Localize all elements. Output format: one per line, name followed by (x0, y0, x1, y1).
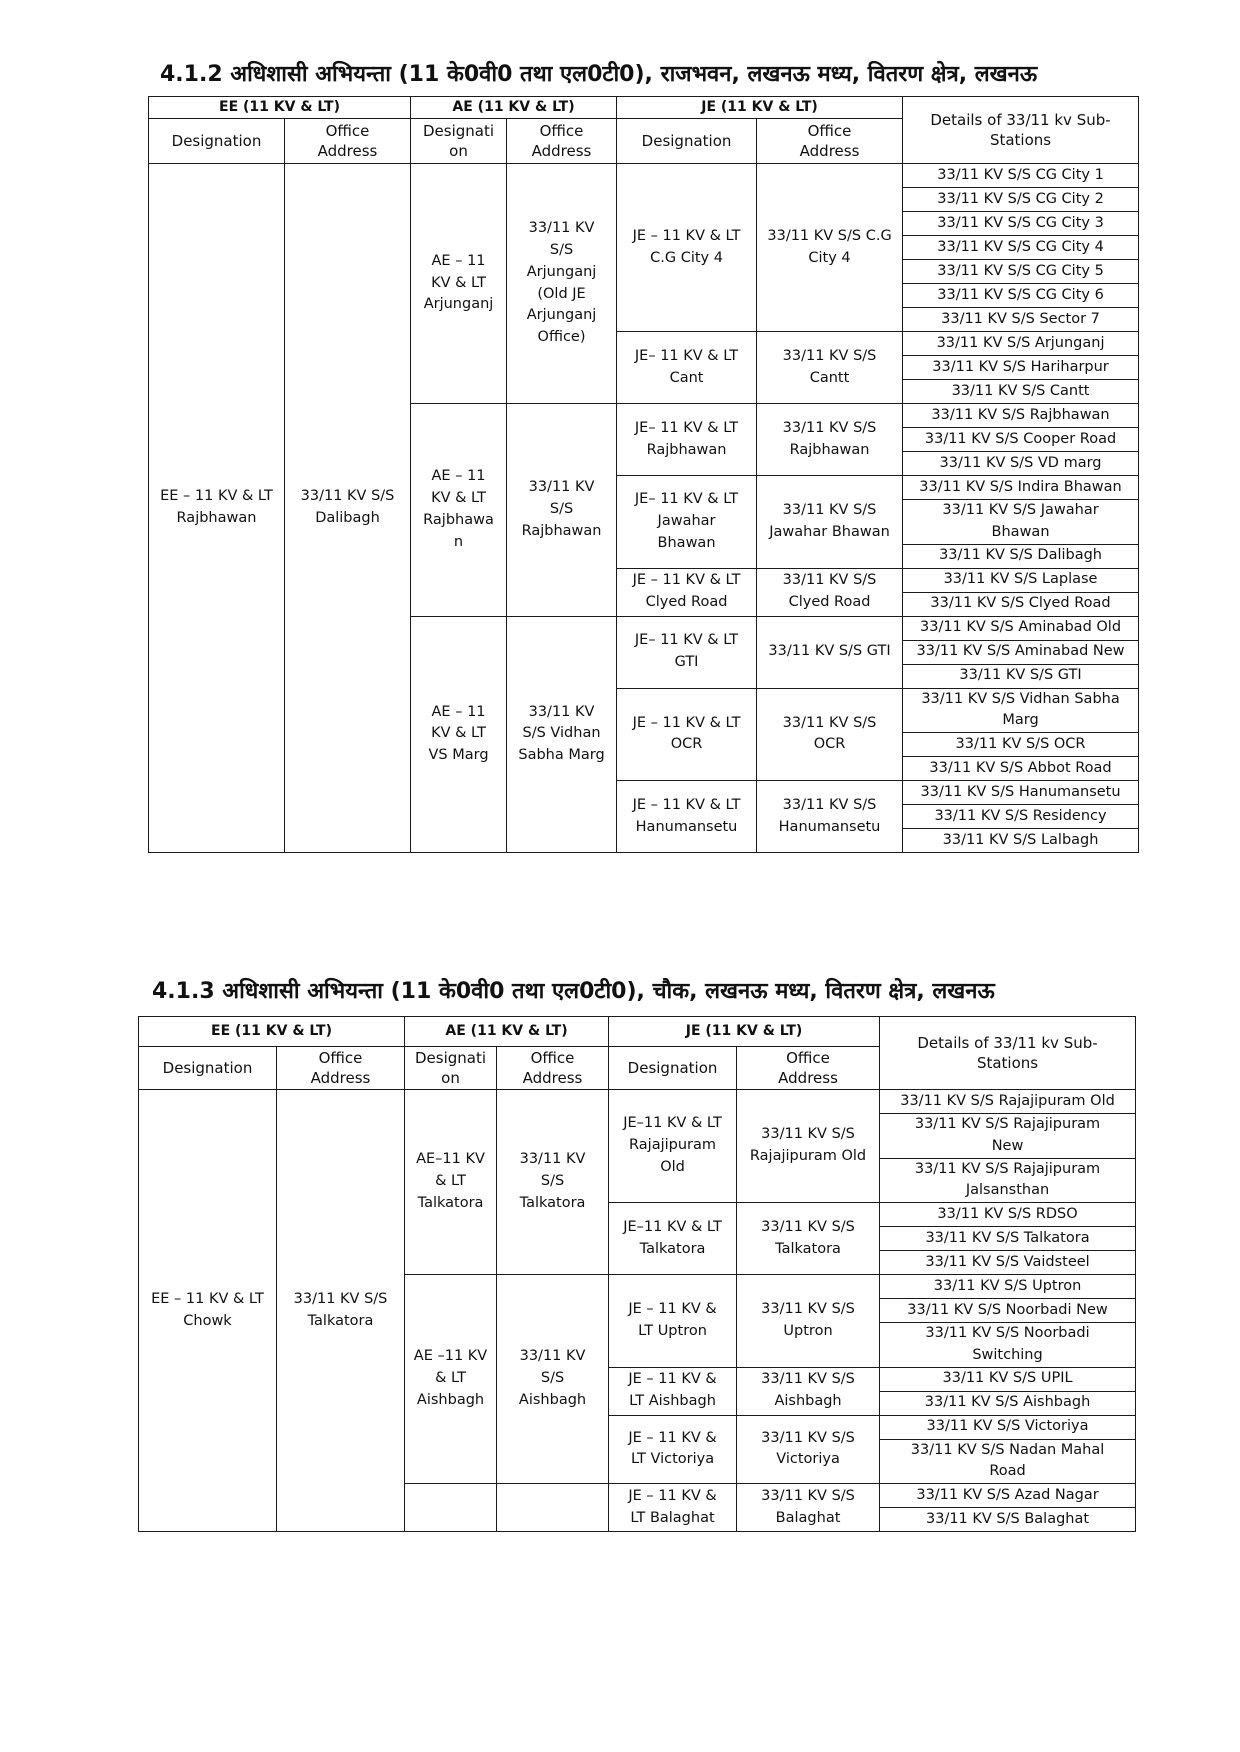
je-group-header: JE (11 KV & LT) (617, 97, 903, 119)
cell-line: KV & LT (431, 274, 486, 291)
cell-line: 33/11 KV S/S (761, 1301, 855, 1317)
cell-line: KV & LT (431, 725, 486, 742)
substation-cell (903, 284, 1139, 308)
cell-line: Address (522, 1069, 583, 1087)
je-designation-header: Designation (617, 119, 757, 164)
cell-line: 33/11 KV S/S UPIL (942, 1370, 1073, 1387)
je-designation (609, 1090, 737, 1203)
substation-cell (903, 733, 1139, 757)
cell-line: 33/11 KV S/S RDSO (937, 1205, 1078, 1222)
cell-line: JE – 11 KV & LT (632, 227, 741, 244)
cell-line: Talkatora (307, 1312, 374, 1329)
cell-line: 33/11 KV (519, 1151, 586, 1168)
cell-line: Rajbhawa (423, 511, 494, 528)
substation-cell (880, 1227, 1136, 1251)
cell-line: JE – 11 KV & LT (632, 714, 741, 731)
cell-line: JE – 11 KV & LT (632, 796, 741, 813)
cell-line: Old (660, 1158, 685, 1175)
cell-line: JE– 11 KV & LT (634, 632, 739, 649)
ee-designation-header: Designation (139, 1047, 277, 1090)
ae-designation (405, 1090, 497, 1275)
cell-line: 33/11 KV S/S Clyed Road (930, 595, 1111, 612)
cell-line: Bhawan (991, 523, 1050, 540)
cell-line: 33/11 KV S/S (782, 419, 877, 436)
cell-line: 33/11 KV S/S Abbot Road (929, 759, 1112, 776)
cell-line: Rajajipuram Old (749, 1148, 867, 1164)
substation-cell (903, 452, 1139, 476)
cell-line: 33/11 KV S/S Hanumansetu (920, 783, 1121, 800)
je-office (737, 1275, 880, 1368)
cell-line: Chowk (183, 1312, 232, 1329)
substation-cell (903, 781, 1139, 805)
cell-line: LT Balaghat (630, 1509, 715, 1526)
substation-cell (903, 308, 1139, 332)
substation-cell (880, 1090, 1136, 1114)
cell-line: 33/11 KV S/S Indira Bhawan (919, 478, 1122, 495)
cell-line: Hanumansetu (778, 818, 881, 835)
ae-group-header: AE (11 KV & LT) (405, 1017, 609, 1047)
je-office-header (757, 119, 903, 164)
cell-line: JE– 11 KV & LT (634, 491, 739, 508)
cell-line: Arjunganj (423, 296, 494, 313)
substation-cell (903, 640, 1139, 664)
cell-line: 33/11 KV S/S CG City 1 (937, 166, 1104, 183)
ae-designation (411, 164, 507, 404)
substation-cell (880, 1415, 1136, 1439)
cell-line: Clyed Road (645, 594, 728, 610)
cell-line: 33/11 KV S/S Azad Nagar (916, 1486, 1099, 1503)
je-office (737, 1484, 880, 1532)
substation-cell (880, 1439, 1136, 1484)
cell-line: AE – 11 (431, 703, 486, 720)
cell-line: 33/11 KV S/S Arjunganj (936, 334, 1105, 351)
je-designation (609, 1415, 737, 1484)
ae-empty-cell (497, 1484, 609, 1532)
ee-group-header: EE (11 KV & LT) (149, 97, 411, 119)
cell-line: AE – 11 (431, 468, 486, 485)
je-office (737, 1203, 880, 1275)
cell-line: Jawahar Bhawan (769, 523, 890, 540)
ae-office (507, 404, 617, 617)
je-office (737, 1090, 880, 1203)
je-designation (609, 1275, 737, 1368)
cell-line: 33/11 KV S/S (782, 502, 877, 518)
ae-designation (405, 1275, 497, 1484)
cell-line: Rajbhawan (176, 510, 257, 526)
cell-line: 33/11 KV S/S GTI (768, 643, 891, 660)
cell-line: Talkatora (775, 1240, 841, 1257)
cell-line: 33/11 KV S/S Noorbadi (925, 1325, 1090, 1341)
cell-line: 33/11 KV S/S Victoriya (926, 1418, 1089, 1435)
cell-line: C.G City 4 (650, 249, 723, 266)
cell-line: Designati (415, 1048, 487, 1067)
je-designation (617, 404, 757, 476)
je-designation (617, 568, 757, 616)
cell-line: 33/11 KV S/S Dalibagh (939, 547, 1102, 564)
cell-line: JE–11 KV & LT (623, 1218, 722, 1235)
cell-line: S/S (549, 500, 574, 517)
je-office (757, 781, 903, 853)
cell-line: Office (539, 121, 584, 140)
cell-line: S/S (549, 242, 574, 258)
cell-line: LT Aishbagh (629, 1393, 716, 1409)
je-designation (617, 164, 757, 332)
cell-line: 33/11 KV S/S (782, 714, 877, 731)
cell-line: Uptron (783, 1322, 833, 1339)
ae-office (507, 164, 617, 404)
cell-line: 33/11 KV S/S Uptron (933, 1277, 1082, 1294)
cell-line: Rajajipuram (629, 1137, 717, 1154)
cell-line: Marg (1002, 712, 1039, 729)
cell-line: 33/11 KV S/S Balaghat (926, 1510, 1090, 1527)
ae-office-header (507, 119, 617, 164)
cell-line: VS Marg (428, 747, 489, 764)
je-designation (617, 476, 757, 569)
cell-line: Rajbhawan (521, 522, 602, 539)
cell-line: JE– 11 KV & LT (634, 419, 739, 436)
cell-line: 33/11 KV S/S Vaidsteel (925, 1253, 1090, 1270)
je-group-header: JE (11 KV & LT) (609, 1017, 880, 1047)
cell-line: 33/11 KV S/S (761, 1126, 855, 1143)
ae-designation-header (405, 1047, 497, 1090)
cell-line: Address (531, 142, 592, 160)
cell-line: 33/11 KV S/S Rajajipuram Old (900, 1092, 1115, 1109)
cell-line: Victoriya (776, 1451, 840, 1468)
cell-line: 33/11 KV S/S (782, 796, 877, 813)
substation-cell (880, 1114, 1136, 1159)
substation-cell (880, 1275, 1136, 1299)
cell-line: on (449, 142, 468, 160)
ae-designation (411, 616, 507, 853)
cell-line: on (441, 1069, 460, 1087)
je-office (757, 476, 903, 569)
cell-line: Arjunganj (526, 307, 597, 324)
cell-line: JE – 11 KV & (628, 1371, 717, 1388)
cell-line: 33/11 KV S/S Hariharpur (932, 358, 1109, 375)
cell-line: 33/11 KV S/S (761, 1429, 855, 1446)
ae-designation (411, 404, 507, 617)
substation-cell (903, 332, 1139, 356)
cell-line: S/S (540, 1173, 565, 1190)
substation-cell (903, 664, 1139, 688)
cell-line: Dalibagh (315, 510, 380, 526)
cell-line: Clyed Road (788, 594, 871, 610)
ae-office (507, 616, 617, 853)
substation-cell (903, 805, 1139, 829)
substation-cell (880, 1508, 1136, 1532)
cell-line: 33/11 KV S/S Cantt (951, 382, 1090, 399)
ee-designation (139, 1090, 277, 1532)
substation-cell (903, 829, 1139, 853)
je-office (757, 688, 903, 781)
cell-line: AE –11 KV (413, 1348, 488, 1365)
cell-line: 33/11 KV S/S (761, 1371, 855, 1388)
cell-line: Office) (537, 329, 586, 345)
cell-line: JE–11 KV & LT (623, 1115, 722, 1132)
cell-line: Talkatora (519, 1194, 586, 1211)
cell-line: 33/11 KV S/S Aishbagh (924, 1394, 1091, 1411)
je-office (737, 1367, 880, 1415)
je-designation-header: Designation (609, 1047, 737, 1090)
cell-line: Talkatora (639, 1240, 706, 1257)
je-designation (609, 1367, 737, 1415)
substation-cell (903, 544, 1139, 568)
cell-line: 33/11 KV S/S (761, 1218, 855, 1235)
cell-line: Rajbhawan (789, 441, 870, 458)
cell-line: Balaghat (775, 1509, 841, 1526)
cell-line: Office (530, 1048, 575, 1067)
cell-line: Office (786, 1048, 830, 1067)
cell-line: New (991, 1137, 1024, 1154)
substation-cell (903, 212, 1139, 236)
ee-office-header (277, 1047, 405, 1090)
substation-cell (903, 188, 1139, 212)
cell-line: KV & LT (431, 490, 486, 506)
ee-office (285, 164, 411, 853)
cell-line: JE– 11 KV & LT (634, 347, 739, 364)
cell-line: 33/11 KV S/S Residency (934, 807, 1107, 824)
substation-cell (880, 1251, 1136, 1275)
cell-line: & LT (435, 1370, 466, 1387)
substation-cell (880, 1323, 1136, 1368)
section-title: 4.1.2 अधिशासी अभियन्ता (11 के0वी0 तथा एल0टी0), राजभवन, लखनऊ मध्य, वितरण क्षेत्र, लखनऊ (160, 62, 1038, 87)
cell-line: 33/11 KV S/S C.G (767, 227, 892, 244)
je-office (737, 1415, 880, 1484)
org-table (148, 96, 1139, 853)
cell-line: 33/11 KV S/S Rajbhawan (931, 406, 1110, 423)
substation-cell (880, 1203, 1136, 1227)
substation-cell (903, 568, 1139, 592)
je-office (757, 404, 903, 476)
cell-line: Designati (423, 121, 495, 140)
cell-line: 33/11 KV S/S (782, 347, 877, 364)
cell-line: 33/11 KV S/S CG City 2 (937, 190, 1104, 207)
cell-line: 33/11 KV S/S OCR (955, 735, 1086, 752)
cell-line: Road (989, 1463, 1026, 1480)
cell-line: EE – 11 KV & LT (151, 1290, 264, 1307)
cell-line: 33/11 KV S/S Rajajipuram (914, 1116, 1101, 1132)
je-office-header (737, 1047, 880, 1090)
ee-designation (149, 164, 285, 853)
je-designation (617, 332, 757, 404)
org-table (138, 1016, 1136, 1532)
cell-line: S/S Vidhan (522, 725, 601, 742)
substation-cell (903, 592, 1139, 616)
substation-cell (903, 260, 1139, 284)
substation-details-header (903, 97, 1139, 164)
cell-line: 33/11 KV S/S CG City 6 (937, 286, 1104, 303)
cell-line: Stations (976, 1054, 1039, 1072)
cell-line: Office (318, 1048, 363, 1067)
cell-line: (Old JE (537, 285, 586, 302)
cell-line: Cant (669, 369, 704, 386)
cell-line: OCR (813, 736, 846, 753)
cell-line: JE – 11 KV & (628, 1301, 717, 1317)
cell-line: 33/11 KV S/S CG City 3 (937, 214, 1104, 231)
cell-line: JE – 11 KV & (628, 1429, 717, 1446)
je-office (757, 332, 903, 404)
je-office (757, 568, 903, 616)
ae-office (497, 1275, 609, 1484)
cell-line: 33/11 KV (528, 220, 595, 237)
cell-line: 33/11 KV S/S (293, 1290, 388, 1307)
substation-cell (903, 164, 1139, 188)
section-title: 4.1.3 अधिशासी अभियन्ता (11 के0वी0 तथा एल0टी0), चौक, लखनऊ मध्य, वितरण क्षेत्र, लखनऊ (152, 979, 995, 1004)
cell-line: Talkatora (417, 1194, 484, 1211)
cell-line: Rajbhawan (646, 441, 727, 458)
substation-details-header (880, 1017, 1136, 1090)
cell-line: 33/11 KV (519, 1348, 586, 1365)
substation-cell (903, 688, 1139, 733)
substation-cell (880, 1391, 1136, 1415)
ae-group-header: AE (11 KV & LT) (411, 97, 617, 119)
substation-cell (903, 757, 1139, 781)
substation-cell (880, 1158, 1136, 1203)
ee-office-header (285, 119, 411, 164)
cell-line: Switching (972, 1346, 1043, 1363)
cell-line: 33/11 KV S/S Aminabad Old (920, 619, 1122, 636)
cell-line: Sabha Marg (518, 747, 605, 764)
cell-line: Details of 33/11 kv Sub- (930, 110, 1111, 129)
cell-line: Office (325, 121, 370, 140)
cell-line: 33/11 KV S/S Noorbadi New (907, 1301, 1108, 1318)
je-designation (617, 616, 757, 688)
cell-line: Cantt (809, 369, 850, 386)
cell-line: 33/11 KV S/S (300, 488, 395, 505)
cell-line: GTI (674, 654, 699, 670)
cell-line: 33/11 KV S/S Talkatora (925, 1229, 1090, 1246)
cell-line: Address (799, 142, 860, 160)
je-designation (617, 688, 757, 781)
cell-line: AE–11 KV (416, 1151, 485, 1168)
cell-line: Address (310, 1069, 371, 1087)
substation-cell (880, 1299, 1136, 1323)
cell-line: 33/11 KV S/S CG City 4 (937, 238, 1104, 255)
cell-line: S/S (540, 1370, 565, 1387)
cell-line: 33/11 KV S/S VD marg (939, 454, 1102, 471)
cell-line: 33/11 KV S/S (761, 1487, 855, 1504)
ee-designation-header: Designation (149, 119, 285, 164)
cell-line: 33/11 KV S/S Cooper Road (924, 430, 1117, 447)
ae-office (497, 1090, 609, 1275)
cell-line: 33/11 KV S/S Sector 7 (941, 310, 1100, 327)
substation-cell (880, 1484, 1136, 1508)
cell-line: JE – 11 KV & (628, 1487, 717, 1504)
cell-line: 33/11 KV (528, 703, 595, 720)
cell-line: 33/11 KV S/S Nadan Mahal (910, 1441, 1105, 1458)
cell-line: Aishbagh (774, 1393, 842, 1409)
cell-line: City 4 (808, 249, 851, 266)
je-designation (617, 781, 757, 853)
cell-line: LT Victoriya (630, 1451, 715, 1468)
cell-line: JE – 11 KV & LT (632, 572, 741, 589)
cell-line: 33/11 KV (528, 479, 595, 496)
substation-cell (903, 476, 1139, 500)
cell-line: Stations (989, 131, 1052, 149)
cell-line: 33/11 KV S/S Aminabad New (916, 643, 1125, 660)
cell-line: 33/11 KV S/S Jawahar (942, 502, 1099, 518)
cell-line: Hanumansetu (635, 818, 738, 835)
cell-line: LT Uptron (638, 1322, 707, 1339)
cell-line: AE – 11 (431, 252, 486, 269)
substation-cell (903, 428, 1139, 452)
cell-line: Arjunganj (526, 263, 597, 280)
cell-line: n (453, 533, 464, 550)
cell-line: Jawahar (657, 512, 716, 529)
je-designation (609, 1484, 737, 1532)
je-designation (609, 1203, 737, 1275)
ae-empty-cell (405, 1484, 497, 1532)
substation-cell (880, 1367, 1136, 1391)
cell-line: 33/11 KV S/S CG City 5 (937, 262, 1104, 279)
cell-line: OCR (670, 736, 703, 753)
cell-line: 33/11 KV S/S Laplase (943, 571, 1098, 588)
ae-designation-header (411, 119, 507, 164)
cell-line: 33/11 KV S/S (782, 572, 877, 589)
substation-cell (903, 236, 1139, 260)
cell-line: 33/11 KV S/S GTI (959, 667, 1082, 684)
substation-cell (903, 616, 1139, 640)
cell-line: Address (317, 142, 378, 160)
je-office (757, 616, 903, 688)
cell-line: Office (807, 121, 852, 140)
substation-cell (903, 356, 1139, 380)
cell-line: Aishbagh (416, 1391, 485, 1408)
ee-group-header: EE (11 KV & LT) (139, 1017, 405, 1047)
ae-office-header (497, 1047, 609, 1090)
cell-line: 33/11 KV S/S Rajajipuram (914, 1160, 1101, 1177)
cell-line: Address (778, 1069, 838, 1087)
substation-cell (903, 404, 1139, 428)
cell-line: 33/11 KV S/S Lalbagh (942, 831, 1099, 848)
je-office (757, 164, 903, 332)
cell-line: Jalsansthan (965, 1182, 1050, 1199)
cell-line: Details of 33/11 kv Sub- (917, 1033, 1098, 1052)
substation-cell (903, 500, 1139, 545)
cell-line: 33/11 KV S/S Vidhan Sabha (921, 690, 1120, 707)
cell-line: Aishbagh (518, 1391, 587, 1408)
substation-cell (903, 380, 1139, 404)
ee-office (277, 1090, 405, 1532)
cell-line: Bhawan (657, 534, 716, 551)
cell-line: & LT (435, 1173, 466, 1190)
cell-line: EE – 11 KV & LT (160, 488, 273, 505)
